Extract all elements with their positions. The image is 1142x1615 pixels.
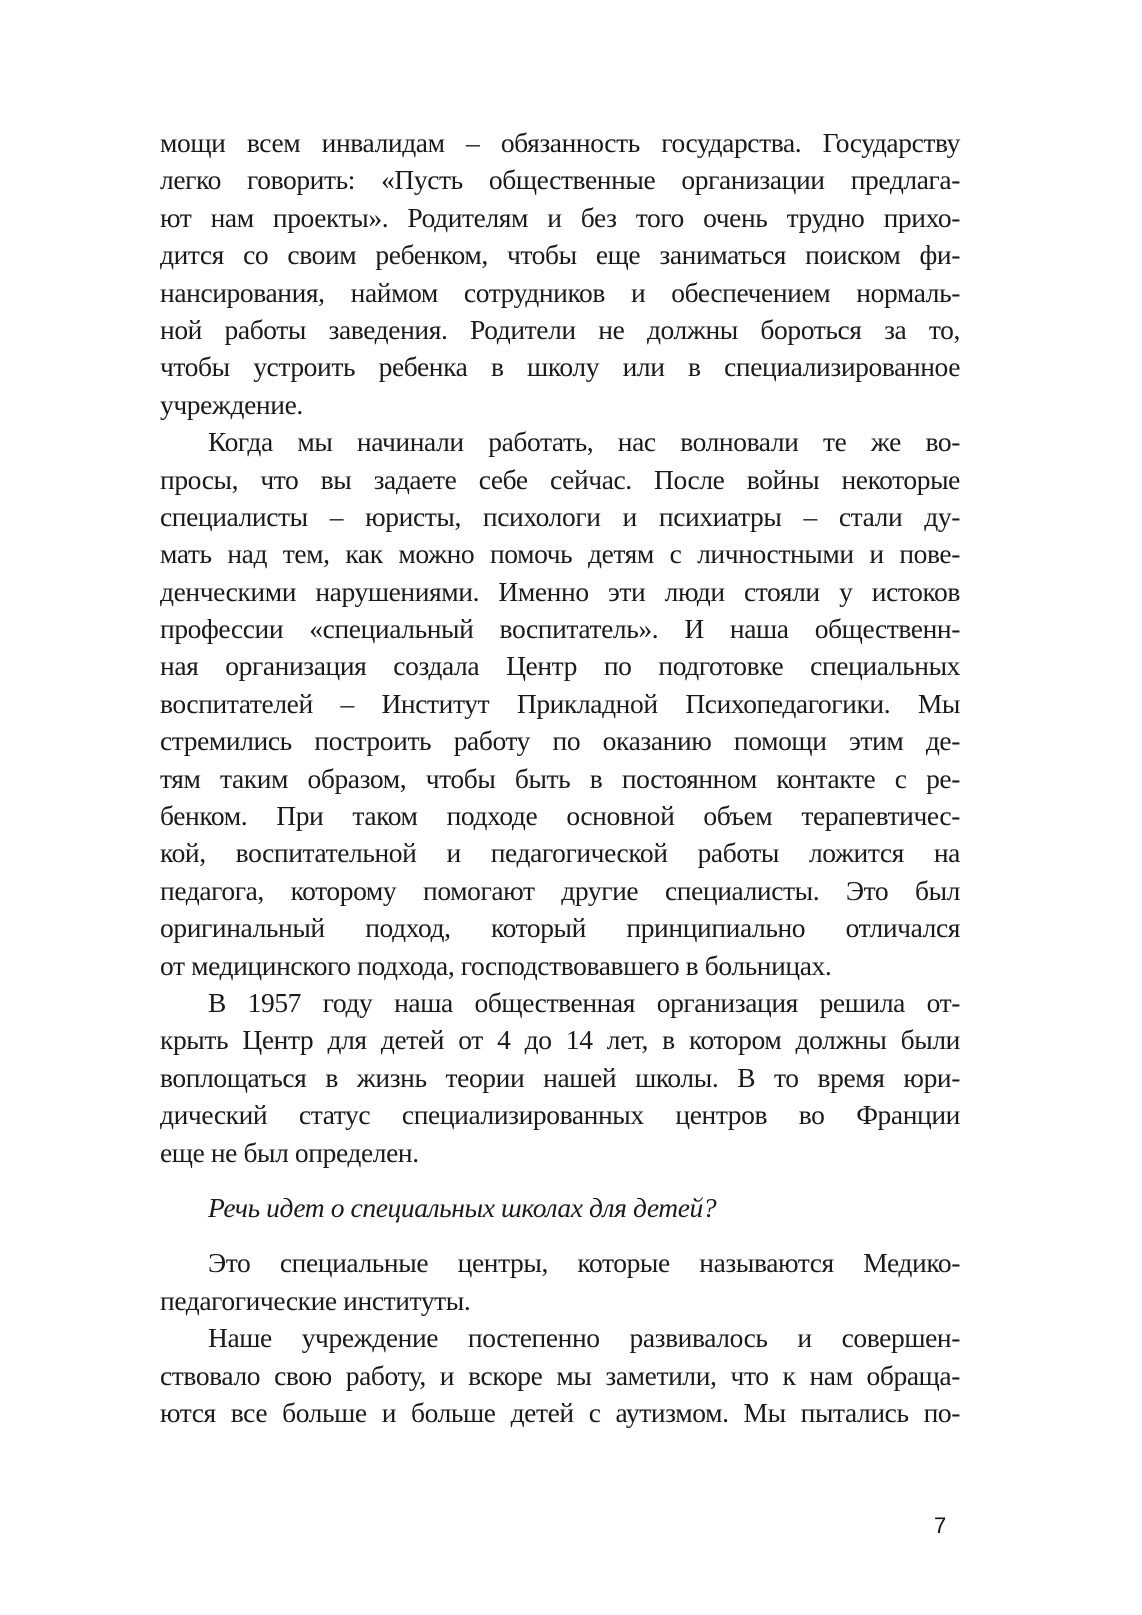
spacer [160, 1171, 960, 1189]
paragraph-5 [160, 1319, 960, 1431]
text-line: мать над тем, как можно помочь детям с личностными и пове- [160, 538, 960, 570]
spacer [160, 1226, 960, 1244]
text-line: оригинальный подход, который принципиально отличался [160, 912, 960, 944]
text-line: учреждение. [160, 388, 303, 420]
text-line: мощи всем инвалидам – обязанность государства. Государству [160, 127, 960, 158]
text-line: тям таким образом, чтобы быть в постоянном контакте с ре- [160, 762, 960, 794]
text-line: ются все больше и больше детей с аутизмом. Мы пытались по- [160, 1396, 960, 1428]
paragraph-4 [160, 1244, 960, 1319]
text-line: специалисты – юристы, психологи и психиатры – стали ду- [160, 500, 960, 532]
text-line: просы, что вы задаете себе сейчас. После войны некоторые [160, 463, 960, 495]
text-line: педагога, которому помогают другие специалисты. Это был [160, 874, 960, 906]
text-line: дический статус специализированных центров во Франции [160, 1099, 960, 1131]
text-line: ствовало свою работу, и вскоре мы заметили, что к нам обраща- [160, 1359, 960, 1391]
paragraph-3 [160, 984, 960, 1171]
text-line: ной работы заведения. Родители не должны бороться за то, [160, 313, 960, 345]
text-line: педагогические институты. [160, 1284, 471, 1316]
interview-question [160, 1189, 960, 1226]
text-line: от медицинского подхода, господствовавшего в больницах. [160, 949, 832, 981]
text-line: воспитателей – Институт Прикладной Психопедагогики. Мы [160, 687, 960, 719]
text-line: В 1957 году наша общественная организация решила от- [208, 986, 960, 1018]
question-text: Речь идет о специальных школах для детей? [208, 1191, 717, 1223]
text-line: стремились построить работу по оказанию помощи этим де- [160, 725, 960, 757]
text-line: Это специальные центры, которые называются Медико- [208, 1247, 960, 1279]
text-line: нансирования, наймом сотрудников и обеспечением нормаль- [160, 276, 960, 308]
text-line: ная организация создала Центр по подготовке специальных [160, 650, 960, 682]
text-line: профессии «специальный воспитатель». И наша общественн- [160, 613, 960, 645]
text-line: бенком. При таком подходе основной объем терапевтичес- [160, 800, 960, 832]
text-line: дится со своим ребенком, чтобы еще заниматься поиском фи- [160, 239, 960, 271]
text-line: воплощаться в жизнь теории нашей школы. В то время юри- [160, 1061, 960, 1093]
book-page-text [160, 124, 960, 1431]
text-line: ют нам проекты». Родителям и без того очень трудно прихо- [160, 201, 960, 233]
text-line: Наше учреждение постепенно развивалось и совершен- [208, 1322, 960, 1354]
page-number: 7 [934, 1513, 947, 1538]
text-line: денческими нарушениями. Именно эти люди стояли у истоков [160, 575, 960, 607]
text-line: крыть Центр для детей от 4 до 14 лет, в котором должны были [160, 1024, 960, 1056]
text-line: кой, воспитательной и педагогической работы ложится на [160, 837, 960, 869]
text-line: еще не был определен. [160, 1136, 419, 1168]
text-line: чтобы устроить ребенка в школу или в специализированное [160, 351, 960, 383]
paragraph-2 [160, 423, 960, 984]
text-line: легко говорить: «Пусть общественные организации предлага- [160, 164, 960, 196]
paragraph-1 [160, 124, 960, 423]
text-line: Когда мы начинали работать, нас волновали те же во- [208, 426, 960, 458]
